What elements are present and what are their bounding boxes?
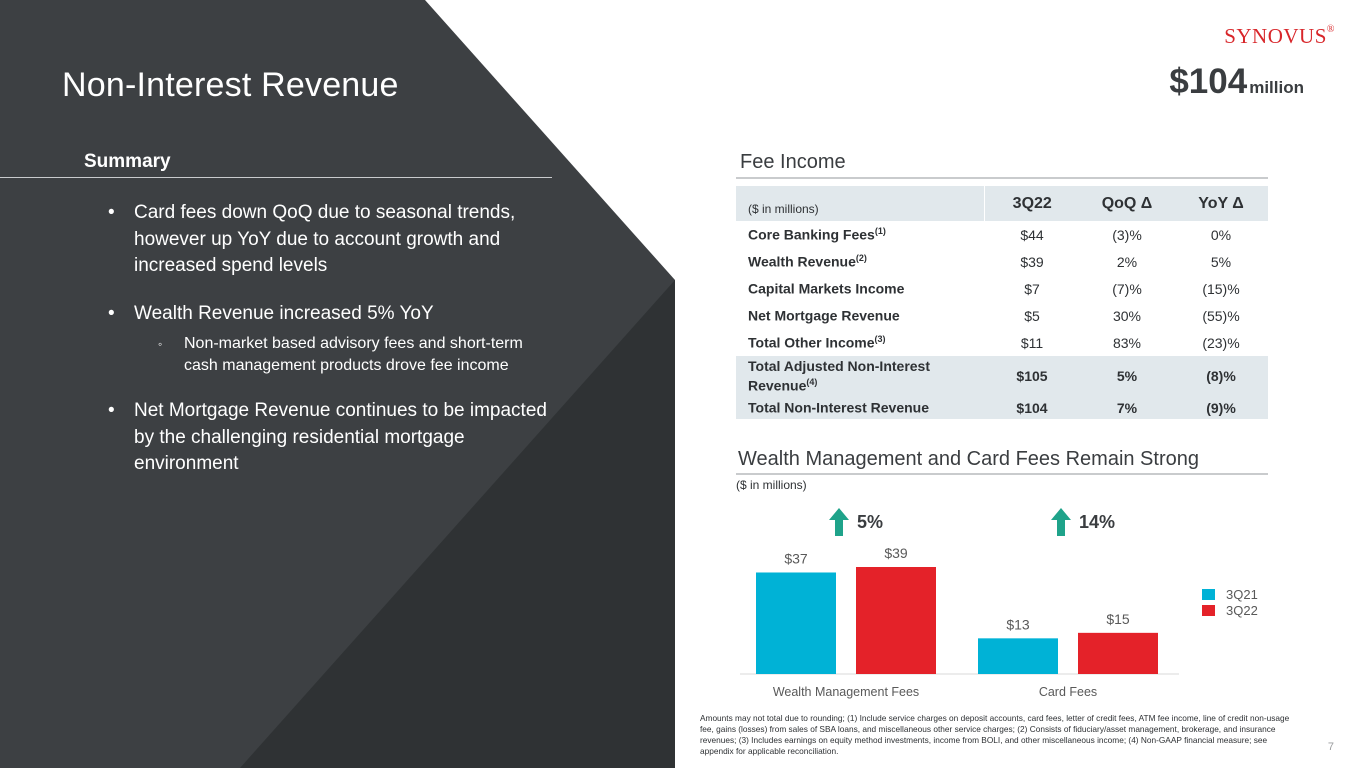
row-label: Total Adjusted Non-Interest Revenue$^{(4)}$ xyxy=(736,356,984,396)
headline-value: $104 xyxy=(1169,62,1248,101)
page-title: Non-Interest Revenue xyxy=(62,66,399,104)
bullet-ring-icon: ◦ xyxy=(158,337,163,351)
bar-value-label: $37 xyxy=(784,550,808,567)
table-cell: 30% xyxy=(1112,307,1142,324)
up-arrow-icon xyxy=(829,508,849,536)
up-arrow-icon xyxy=(1051,508,1071,536)
synovus-logo: SYNOVUS® xyxy=(1224,24,1335,48)
table-header-row xyxy=(736,186,1268,221)
fee-income-table xyxy=(736,186,1268,419)
table-cell: $7 xyxy=(1024,280,1040,297)
table-cell: (3)% xyxy=(1112,226,1142,243)
table-cell: (55)% xyxy=(1202,307,1240,324)
footnote: Amounts may not total due to rounding; (1) Include service charges on deposit accounts, card fees, letter of credit fees, ATM fee income, line of credit non-usage fee, gains (losses) from sales of SBA loans, and miscellaneous other service charges; (2) Consists of fiduciary/asset management, brokerage, and insurance revenues; (3) Includes earnings on equity method investments, income from BOLI, and other miscellaneous income; (4) Non-GAAP financial measure; see appendix for applicable reconciliation. xyxy=(700,713,1290,756)
page-number: 7 xyxy=(1327,741,1334,753)
category-tick-label: Card Fees xyxy=(1038,685,1098,699)
legend-swatch-3q21 xyxy=(1202,589,1215,600)
bullet-dot-icon: • xyxy=(108,202,115,223)
headline-unit: million xyxy=(1249,78,1304,97)
table-cell: $104 xyxy=(984,396,1080,419)
bar-value-label: $39 xyxy=(884,545,908,561)
fee-income-heading: Fee Income xyxy=(740,151,846,173)
table-total-row xyxy=(736,356,1268,396)
legend-label: 3Q21 xyxy=(1226,587,1258,602)
table-cell: 5% xyxy=(1080,356,1174,396)
table-units-label: ($ in millions) xyxy=(736,186,984,221)
table-cell: (15)% xyxy=(1202,280,1240,297)
table-row xyxy=(736,302,1268,329)
table-cell: $105 xyxy=(984,356,1080,396)
row-label: Total Other Income$^{(3)}$ xyxy=(748,334,886,351)
table-cell: (9)% xyxy=(1174,396,1268,419)
table-cell: $11 xyxy=(1020,334,1044,351)
category-tick-label: Wealth Management Fees xyxy=(772,685,920,699)
row-label: Net Mortgage Revenue xyxy=(748,307,900,324)
bar-3q21 xyxy=(978,638,1058,674)
row-label: Total Non-Interest Revenue xyxy=(736,396,984,419)
fee-income-divider xyxy=(736,177,1268,179)
table-total-row xyxy=(736,396,1268,419)
row-label: Capital Markets Income xyxy=(748,280,905,297)
summary-bullet xyxy=(106,398,556,478)
table-cell: $44 xyxy=(1020,226,1044,243)
table-cell: (23)% xyxy=(1202,334,1240,351)
summary-bullet-text: Card fees down QoQ due to seasonal trends, however up YoY due to account growth and increased spend levels xyxy=(134,202,516,276)
summary-bullet xyxy=(106,200,556,280)
table-cell: $39 xyxy=(1020,253,1044,270)
bar-value-label: $13 xyxy=(1006,616,1030,633)
headline-total xyxy=(1169,62,1304,102)
summary-bullet-text: Net Mortgage Revenue continues to be impacted by the challenging residential mortgage environment xyxy=(134,400,547,474)
table-cell: 5% xyxy=(1210,253,1232,270)
table-cell: (7)% xyxy=(1112,280,1142,297)
table-cell: 2% xyxy=(1116,253,1138,270)
row-label: Core Banking Fees$^{(1)}$ xyxy=(748,226,886,243)
summary-sub-bullet-text: Non-market based advisory fees and short-term cash management products drove fee income xyxy=(184,335,523,374)
summary-heading: Summary xyxy=(84,151,171,172)
wealth-card-heading: Wealth Management and Card Fees Remain Strong xyxy=(738,448,1199,470)
table-row xyxy=(736,275,1268,302)
summary-bullets xyxy=(106,200,556,499)
chart-units-label: ($ in millions) xyxy=(736,478,807,492)
table-row xyxy=(736,221,1268,248)
summary-bullet-text: Wealth Revenue increased 5% YoY xyxy=(134,302,434,324)
table-cell: (8)% xyxy=(1174,356,1268,396)
bullet-dot-icon: • xyxy=(108,302,115,324)
table-cell: 7% xyxy=(1080,396,1174,419)
wealth-card-divider xyxy=(736,473,1268,475)
table-cell: $5 xyxy=(1024,307,1040,324)
column-header: YoY Δ xyxy=(1174,186,1268,221)
summary-divider xyxy=(0,177,552,178)
bar-value-label: $15 xyxy=(1106,610,1130,627)
legend-label: 3Q22 xyxy=(1226,603,1258,618)
bar-3q22 xyxy=(1078,633,1158,674)
bar-3q21 xyxy=(756,572,836,674)
summary-sub-bullet xyxy=(134,333,556,377)
table-cell: 83% xyxy=(1112,334,1142,351)
bar-3q22 xyxy=(856,567,936,674)
summary-sub-bullets xyxy=(134,333,556,377)
growth-label: 5% xyxy=(857,512,884,532)
row-label: Wealth Revenue$^{(2)}$ xyxy=(748,253,867,270)
summary-bullet xyxy=(106,301,556,378)
table-cell: 0% xyxy=(1210,226,1232,243)
growth-label: 14% xyxy=(1079,512,1116,532)
legend-swatch-3q22 xyxy=(1202,605,1215,616)
bullet-dot-icon: • xyxy=(108,400,115,421)
column-header: QoQ Δ xyxy=(1080,186,1174,221)
fees-bar-chart xyxy=(736,500,1296,710)
column-header: 3Q22 xyxy=(984,186,1080,221)
table-row xyxy=(736,329,1268,356)
table-row xyxy=(736,248,1268,275)
